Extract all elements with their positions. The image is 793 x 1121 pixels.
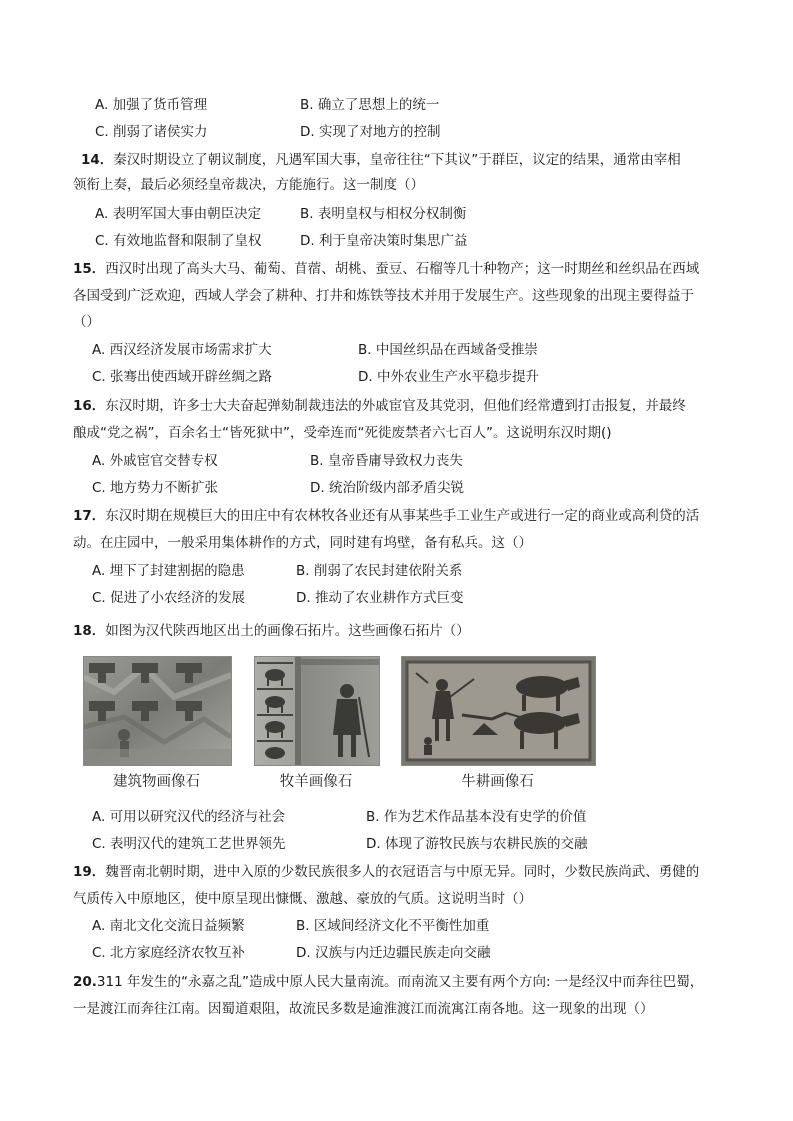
q15-stem-line-2: 各国受到广泛欢迎，西域人学会了耕种、打井和炼铁等技术并用于发展生产。这些现象的出现主要得益于 xyxy=(73,288,694,304)
q19-option-d[interactable]: D. 汉族与内迁边疆民族走向交融 xyxy=(296,945,491,961)
q13-option-a[interactable]: A. 加强了货币管理 xyxy=(95,97,208,113)
caption-sheep-herding-relief: 牧羊画像石 xyxy=(279,774,353,790)
q13-option-c[interactable]: C. 削弱了诸侯实力 xyxy=(95,124,208,140)
q15-number: 15． xyxy=(73,261,106,277)
q15-text: 西汉时出现了高头大马、葡萄、苜蓿、胡桃、蚕豆、石榴等几十种物产；这一时期丝和丝织品在西域 xyxy=(105,261,700,277)
q20-text: 311 年发生的“永嘉之乱”造成中原人民大量南流。而南流又主要有两个方向: 一是经汉中而奔往巴蜀， xyxy=(96,974,704,990)
q20-stem-line-1 xyxy=(73,972,703,992)
q16-stem-line-2: 酿成“党之祸”，百余名士“皆死狱中”，受牵连而“死徙废禁者六七百人”。这说明东汉时期() xyxy=(73,425,612,441)
q17-option-c[interactable]: C. 促进了小农经济的发展 xyxy=(92,590,246,606)
q20-stem-line-2: 一是渡江而奔往江南。因蜀道艰阻，故流民多数是逾淮渡江而流寓江南各地。这一现象的出现（） xyxy=(73,1001,654,1017)
q14-option-d[interactable]: D. 利于皇帝决策时集思广益 xyxy=(300,233,468,249)
q14-option-b[interactable]: B. 表明皇权与相权分权制衡 xyxy=(300,206,467,222)
q18-stem-line-1 xyxy=(73,621,470,641)
q19-stem-line-1 xyxy=(73,862,699,882)
q17-text: 东汉时期在规模巨大的田庄中有农林牧各业还有从事某些手工业生产或进行一定的商业或高利贷的活 xyxy=(105,508,700,524)
architecture-relief-drawing xyxy=(84,657,231,765)
q19-stem-line-2: 气质传入中原地区，使中原呈现出慷慨、激越、豪放的气质。这说明当时（） xyxy=(73,891,532,907)
q14-stem-line-1 xyxy=(81,150,681,170)
q18-option-c[interactable]: C. 表明汉代的建筑工艺世界领先 xyxy=(92,836,286,852)
q17-option-b[interactable]: B. 削弱了农民封建依附关系 xyxy=(296,563,463,579)
sheep-herding-relief-image xyxy=(254,656,380,766)
q18-option-d[interactable]: D. 体现了游牧民族与农耕民族的交融 xyxy=(366,836,588,852)
caption-ox-plough-relief: 牛耕画像石 xyxy=(461,774,534,790)
q19-option-c[interactable]: C. 北方家庭经济农牧互补 xyxy=(92,945,246,961)
q17-number: 17． xyxy=(73,508,106,524)
q13-option-b[interactable]: B. 确立了思想上的统一 xyxy=(300,97,440,113)
q17-stem-line-1 xyxy=(73,506,699,526)
q13-option-d[interactable]: D. 实现了对地方的控制 xyxy=(300,124,441,140)
q19-option-a[interactable]: A. 南北文化交流日益频繁 xyxy=(92,918,245,934)
q18-option-a[interactable]: A. 可用以研究汉代的经济与社会 xyxy=(92,809,286,825)
q20-number: 20. xyxy=(73,974,97,990)
q15-option-d[interactable]: D. 中外农业生产水平稳步提升 xyxy=(358,369,539,385)
q17-option-a[interactable]: A. 埋下了封建割据的隐患 xyxy=(92,563,245,579)
q19-text: 魏晋南北朝时期，进中入原的少数民族很多人的衣冠语言与中原无异。同时，少数民族尚武、勇健的 xyxy=(105,864,700,880)
caption-architecture-relief: 建筑物画像石 xyxy=(113,774,200,790)
q16-number: 16． xyxy=(73,398,106,414)
q14-text: 秦汉时期设立了朝议制度，凡遇军国大事，皇帝往往“下其议”于群臣，议定的结果，通常由宰相 xyxy=(113,152,681,168)
q16-option-c[interactable]: C. 地方势力不断扩张 xyxy=(92,480,219,496)
ox-plough-relief-image xyxy=(401,656,596,766)
q18-option-b[interactable]: B. 作为艺术作品基本没有史学的价值 xyxy=(366,809,587,825)
q15-stem-line-1 xyxy=(73,259,699,279)
q19-option-b[interactable]: B. 区域间经济文化不平衡性加重 xyxy=(296,918,490,934)
q15-option-b[interactable]: B. 中国丝织品在西域备受推崇 xyxy=(358,342,538,358)
q15-stem-line-3: （） xyxy=(73,314,100,330)
q15-option-c[interactable]: C. 张骞出使西域开辟丝绸之路 xyxy=(92,369,273,385)
q16-text: 东汉时期，许多士大夫奋起弹劾制裁违法的外戚宦官及其党羽，但他们经常遭到打击报复，并最终 xyxy=(105,398,686,414)
sheep-herding-relief-drawing xyxy=(255,657,379,765)
q19-number: 19． xyxy=(73,864,106,880)
q14-number: 14． xyxy=(81,152,114,168)
q14-option-a[interactable]: A. 表明军国大事由朝臣决定 xyxy=(95,206,262,222)
q16-stem-line-1 xyxy=(73,396,686,416)
q16-option-d[interactable]: D. 统治阶级内部矛盾尖锐 xyxy=(310,480,464,496)
q18-text: 如图为汉代陕西地区出土的画像石拓片。这些画像石拓片（） xyxy=(105,623,470,639)
q17-stem-line-2: 动。在庄园中，一般采用集体耕作的方式，同时建有坞壁，备有私兵。这（） xyxy=(73,535,532,551)
q14-option-c[interactable]: C. 有效地监督和限制了皇权 xyxy=(95,233,262,249)
q14-stem-line-2: 领衔上奏，最后必须经皇帝裁决，方能施行。这一制度（） xyxy=(73,177,424,193)
q18-number: 18． xyxy=(73,623,106,639)
q16-option-b[interactable]: B. 皇帝昏庸导致权力丧失 xyxy=(310,453,463,469)
ox-plough-relief-drawing xyxy=(402,657,595,765)
architecture-relief-image xyxy=(83,656,232,766)
q16-option-a[interactable]: A. 外戚宦官交替专权 xyxy=(92,453,218,469)
q17-option-d[interactable]: D. 推动了农业耕作方式巨变 xyxy=(296,590,464,606)
q15-option-a[interactable]: A. 西汉经济发展市场需求扩大 xyxy=(92,342,272,358)
